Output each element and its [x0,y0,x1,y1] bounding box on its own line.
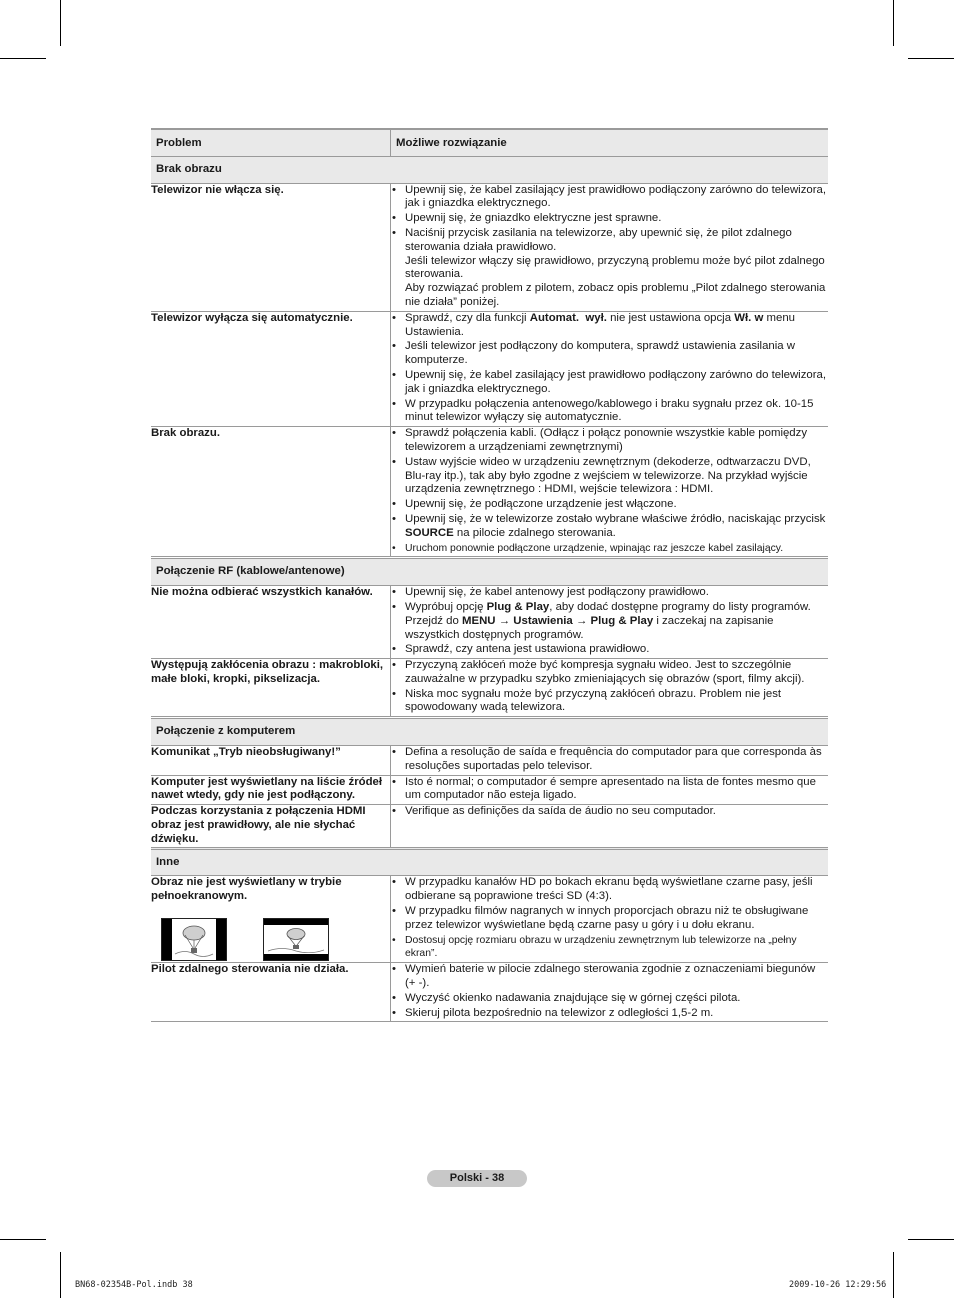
solution-item: • Dostosuj opcję rozmiaru obrazu w urządzeniu zewnętrznym lub telewizorze na „pełny ekran”. [391,934,828,962]
crop-mark [0,58,46,59]
solution-item: • Uruchom ponownie podłączone urządzenie, wpinając raz jeszcze kabel zasilający. [391,542,828,556]
print-slug-left: BN68-02354B-Pol.indb 38 [75,1280,193,1290]
section-title: Połączenie RF (kablowe/antenowe) [151,558,828,586]
solution-list [391,586,828,657]
section-header [151,718,828,746]
solution-cell [391,876,829,963]
table-row [151,659,828,718]
solution-cell [391,183,829,311]
problem-text: Brak obrazu. [151,427,220,440]
table-row [151,427,828,558]
crop-mark [908,58,954,59]
table-row [151,876,828,963]
header-problem: Problem [151,129,391,156]
section-header [151,156,828,183]
solution-list [391,184,828,310]
table-row [151,963,828,1022]
solution-item: • Upewnij się, że kabel antenowy jest podłączony prawidłowo. [391,586,828,600]
section-header [151,848,828,876]
crop-mark [893,0,894,46]
problem-cell [151,183,391,311]
solution-item: • Upewnij się, że gniazdko elektryczne jest sprawne. [391,212,828,226]
problem-cell [151,746,391,776]
table-row [151,805,828,848]
crop-mark [908,1239,954,1240]
solution-cell [391,963,829,1022]
problem-cell [151,586,391,659]
problem-cell [151,963,391,1022]
solution-cell [391,659,829,718]
solution-item: • Sprawdź, czy dla funkcji Automat. wył. nie jest ustawiona opcja Wł. w menu Ustawienia. [391,312,828,340]
solution-item: • Isto é normal; o computador é sempre apresentado na lista de fontes mesmo que um computador não esteja ligado. [391,776,828,804]
pillarbox-tv-icon [161,918,227,961]
crop-mark [60,0,61,46]
solution-list [391,312,828,425]
solution-list [391,659,828,715]
table-row [151,775,828,805]
solution-item: • W przypadku filmów nagranych w innych proporcjach obrazu niż te obsługiwane przez telewizor wyświetlane będą czarne pasy u góry i u dołu ekranu. [391,905,828,933]
solution-cell [391,586,829,659]
solution-item: • Defina a resolução de saída e frequência do computador para que corresponda às resoluções suportadas pelo televisor. [391,746,828,774]
problem-text: Telewizor nie włącza się. [151,183,284,196]
section-title: Inne [151,848,828,876]
problem-cell [151,311,391,426]
solution-list [391,746,828,774]
solution-item: • Sprawdź połączenia kabli. (Odłącz i połącz ponownie wszystkie kable pomiędzy telewizorem a urządzeniami zewnętrznymi) [391,427,828,455]
solution-list [391,805,828,819]
aspect-ratio-illustrations [151,918,390,962]
problem-text: Komunikat „Tryb nieobsługiwany!” [151,746,341,759]
solution-cell [391,427,829,558]
problem-cell [151,427,391,558]
table-row [151,586,828,659]
solution-item: • W przypadku połączenia antenowego/kablowego i braku sygnału przez ok. 10-15 minut telewizor wyłączy się automatycznie. [391,398,828,426]
solution-item: • Sprawdź, czy antena jest ustawiona prawidłowo. [391,643,828,657]
section-header [151,558,828,586]
solution-item: • Skieruj pilota bezpośrednio na telewizor z odległości 1,5-2 m. [391,1007,828,1021]
page-number-badge: Polski - 38 [427,1170,527,1187]
problem-text: Telewizor wyłącza się automatycznie. [151,311,353,324]
solution-cell [391,311,829,426]
solution-item: • Upewnij się, że podłączone urządzenie jest włączone. [391,498,828,512]
header-solution: Możliwe rozwiązanie [391,129,829,156]
solution-item: • Upewnij się, że kabel zasilający jest prawidłowo podłączony zarówno do telewizora, jak i gniazdka elektrycznego. [391,184,828,212]
solution-item: • Wypróbuj opcję Plug & Play, aby dodać dostępne programy do listy programów. Przejdź do MENU → Ustawienia → Plug & Play i zaczekaj na zapisanie wszystkich dostępnych programów. [391,601,828,642]
solution-item: • Wyczyść okienko nadawania znajdujące się w górnej części pilota. [391,992,828,1006]
problem-text: Obraz nie jest wyświetlany w trybie pełnoekranowym. [151,876,342,903]
crop-mark [60,1252,61,1298]
solution-item: • W przypadku kanałów HD po bokach ekranu będą wyświetlane czarne pasy, jeśli odbierane są poprawione treści SD (4:3). [391,876,828,904]
solution-cell [391,805,829,848]
problem-text: Występują zakłócenia obrazu : makrobloki, małe bloki, kropki, pikselizacja. [151,659,384,685]
table-row [151,746,828,776]
section-title: Połączenie z komputerem [151,718,828,746]
section-title: Brak obrazu [151,156,828,183]
solution-list [391,876,828,961]
crop-mark [0,1239,46,1240]
solution-item: • Upewnij się, że kabel zasilający jest prawidłowo podłączony zarówno do telewizora, jak i gniazdka elektrycznego. [391,369,828,397]
problem-cell [151,659,391,718]
solution-list [391,776,828,804]
table-row [151,311,828,426]
solution-list [391,427,828,555]
solution-list [391,963,828,1020]
problem-cell [151,805,391,848]
crop-mark [893,1252,894,1298]
problem-text: Nie można odbierać wszystkich kanałów. [151,586,373,599]
solution-cell [391,775,829,805]
problem-cell [151,876,391,963]
solution-item: • Wymień baterie w pilocie zdalnego sterowania zgodnie z oznaczeniami biegunów (+ -). [391,963,828,991]
solution-item: • Niska moc sygnału może być przyczyną zakłóceń obrazu. Problem nie jest spowodowany wadą telewizora. [391,688,828,716]
solution-item: • Jeśli telewizor jest podłączony do komputera, sprawdź ustawienia zasilania w komputerze. [391,340,828,368]
table-row [151,183,828,311]
problem-cell [151,775,391,805]
solution-cell [391,746,829,776]
print-slug-right: 2009-10-26 12:29:56 [789,1280,887,1290]
solution-item: • Verifique as definições da saída de áudio no seu computador. [391,805,828,819]
troubleshooting-table [151,128,828,1022]
table-header [151,129,828,156]
problem-text: Pilot zdalnego sterowania nie działa. [151,963,349,976]
solution-item: • Upewnij się, że w telewizorze zostało wybrane właściwe źródło, naciskając przycisk SOURCE na pilocie zdalnego sterowania. [391,513,828,541]
problem-text: Podczas korzystania z połączenia HDMI obraz jest prawidłowy, ale nie słychać dźwięku. [151,805,366,845]
problem-text: Komputer jest wyświetlany na liście źródeł nawet wtedy, gdy nie jest podłączony. [151,775,383,802]
solution-item: • Naciśnij przycisk zasilania na telewizorze, aby upewnić się, że pilot zdalnego sterowania działa prawidłowo. Jeśli telewizor włączy się prawidłowo, przyczyną problemu może być pilot zdalnego sterowania. Aby rozwiązać problem z pilotem, zobacz opis problemu „Pilot zdalnego sterowania nie działa” poniżej. [391,227,828,310]
solution-item: • Przyczyną zakłóceń może być kompresja sygnału wideo. Jest to szczególnie zauważalne w przypadku szybko zmieniających się obrazów (sport, filmy akcji). [391,659,828,687]
solution-item: • Ustaw wyjście wideo w urządzeniu zewnętrznym (dekoderze, odtwarzaczu DVD, Blu-ray itp.), tak aby było zgodne z wejściem w telewizorze. Na przykład wyjście urządzenia zewnętrznego : HDMI, wejście telewizora : HDMI. [391,456,828,497]
letterbox-tv-icon [263,918,329,961]
